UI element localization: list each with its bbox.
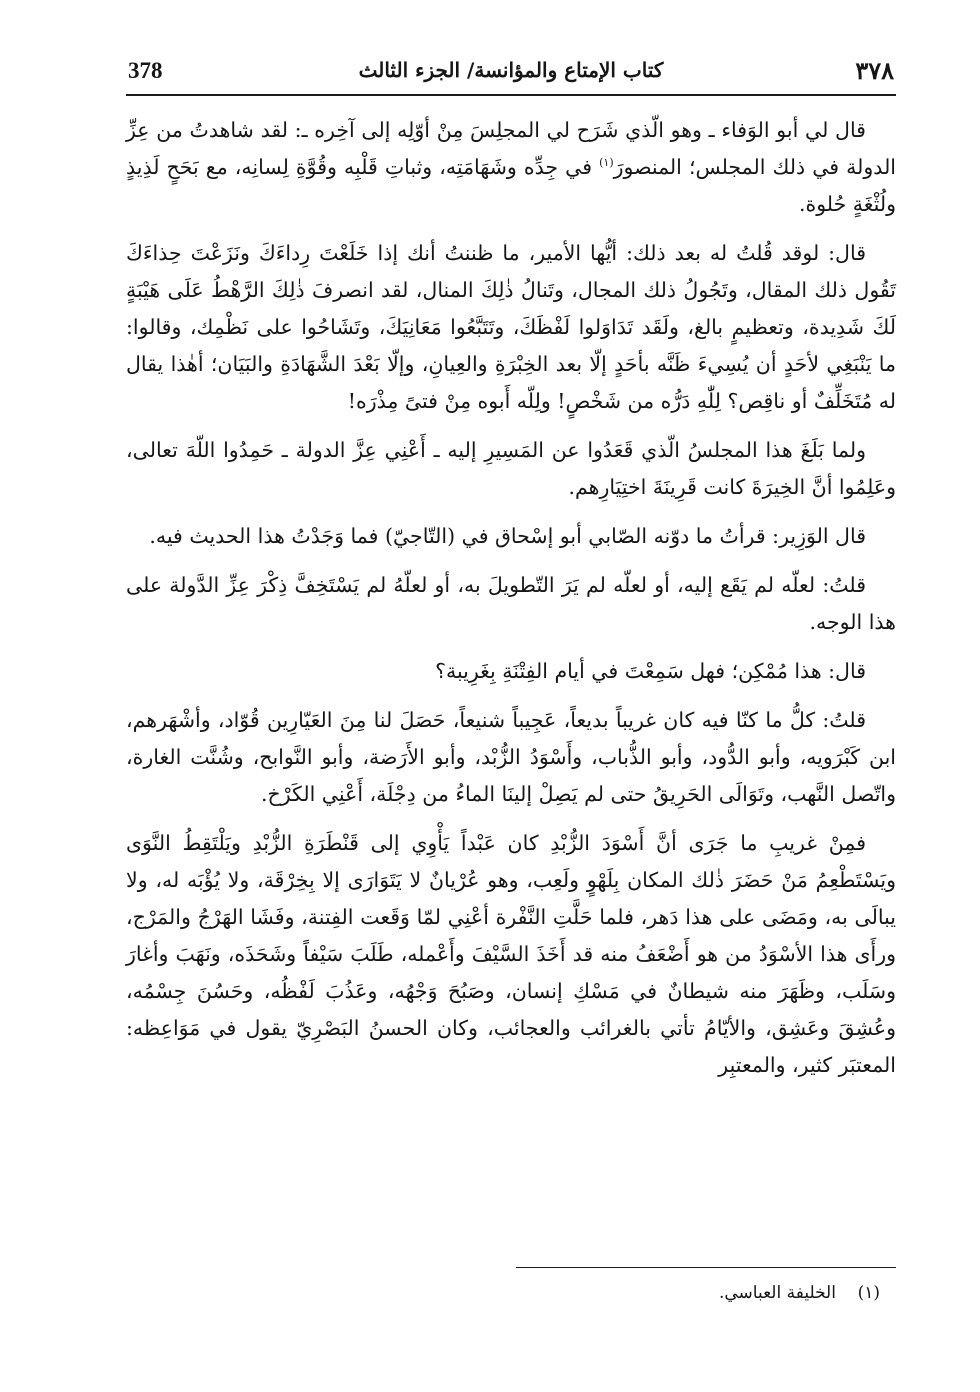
paragraph-8: فمِنْ غريبِ ما جَرَى أنَّ أَسْوَدَ الزُّبْدِ كان عَبْداً يَأْوِي إلى قَنْطَرَةِ الزُّبْدِ ويَلْتَقِطُ النَّوَى ويَسْتَطْعِمُ مَنْ حَضَرَ ذٰلك المكان بِلَهْوٍ ولَعِب، وهو عُرْيانٌ لا يَتَوَارَى إلا بِخِرْقَة، ولا يُؤْبَه له، ولا يبالَى به، ومَضَى على هذا دَهر، فلما حَلَّتِ النَّفْرة أعْنِي لمّا وَقَعت الفِتنة، وفَشَا الهَرْجُ والمَرْج، ورأَى هذا الأسْوَدُ من هو أَضْعَفُ منه قد أَخَذَ السَّيْفَ وأَعْمله، طَلَبَ سَيْفاً وشَحَذَه، ونَهَبَ وأغارَ وسَلَب، وظَهَرَ منه شيطانٌ في مَسْكِ إنسان، وصَبُحَ وَجْهُه، وعَذُبَ لَفْظُه، وحَسُنَ جِسْمُه، وعُشِقَ وعَشِق، والأيّامُ تأتي بالغرائب والعجائب، وكان الحسنُ البَصْرِيّ يقول في مَوَاعِظه: المعتبَر كثير، والمعتبِر [126,831,896,1077]
footnote-marker: (١) [857,1283,880,1303]
paragraph-2: قال: لوقد قُلتُ له بعد ذلك: أيُّها الأمير، ما ظننتُ أنك إذا خَلَعْتَ رِداءَكَ ونَزَعْتَ حِذاءَكَ تَقُول ذلك المقال، وتَجُولُ ذلك المجال، وتَنالُ ذٰلِكَ المنال، لقد انصرفَ ذٰلِكَ الرَّهْطُ عَلَى هَيْبَةٍ لَكَ شَدِيدة، وتعظيمٍ بالغ، ولَقَد تَدَاوَلوا لَفْظَكَ، وتَتَبَّعُوا مَعَانِيَكَ، وتَشَاحُوا على نَظْمِك، وقالوا: ما يَنْبَغِي لأحَدٍ أن يُسِيءَ ظَنَّه بأحَدٍ إلّا بعد الخِبْرَةِ والعِيانِ، وإلّا بَعْدَ الشَّهَادَةِ والبَيَان؛ أهٰذا يقال له مُتَخَلِّفٌ أو ناقِص؟ لِلّٰهِ دَرُّه من شَخْصٍ! ولِلّه أَبوه مِنْ فتىً مِذْرَه! [126,241,896,413]
main-text [126,112,896,1096]
footnote-text: الخليفة العباسي. [718,1283,836,1303]
paragraph-7: قلتُ: كلُّ ما كنّا فيه كان غريباً بديعاً، عَجِيباً شنيعاً، حَصَلَ لنا مِنَ العَيّارِين قُوّاد، وأشْهَرهم، ابن كَبْرَويه، وأبو الدُّود، وأبو الذُّباب، وأَسْوَدُ الزُّبْد، وأبو الأَرَضة، وأبو النَّوابح، وشُنَّت الغارة، واتّصل النَّهب، وتَوَالَى الحَرِيقُ حتى لم يَصِلْ إلينَا الماءُ من دِجْلَة، أَعْنِي الكَرْخ. [126,708,896,806]
page-number-arabic: ٣٧٨ [855,56,894,85]
book-title: كتاب الإمتاع والمؤانسة/ الجزء الثالث [358,58,664,82]
footnote-divider [516,1267,896,1268]
paragraph-4: قال الوَزِير: قرأتُ ما دوّنه الصّابي أبو إسْحاق في (التّاجيّ) فما وَجَدْتُ هذا الحديث فيه. [149,524,866,548]
paragraph-1-text: قال لي أبو الوَفاء ـ وهو الّذي شَرَح لي المجلِسَ مِنْ أوّلِه إلى آخِره ـ: لقد شاهدتُ من عِزِّ الدولة في ذلك المجلس؛ المنصورَ [126,118,897,179]
paragraph-3: ولما بَلَغَ هذا المجلسُ الّذي قَعَدُوا عن المَسِيرِ إليه ـ أَعْنِي عِزَّ الدولة ـ حَمِدُوا اللّهَ تعالى، وعَلِمُوا أنَّ الخِيرَةَ كانت قَرِينَةَ اختِيَارِهم. [126,438,896,499]
running-header [126,54,896,96]
page-number-latin: 378 [128,58,163,83]
paragraph-1 [126,112,896,223]
paragraph-6: قال: هذا مُمْكِن؛ فهل سَمِعْتَ في أيام الفِتْنَةِ بِغَرِيبة؟ [435,659,866,683]
footnote [126,1280,880,1306]
footnote-reference: (١) [599,156,614,170]
paragraph-1-tail: في جِدِّه وشَهَامَتِه، وثباتِ قَلْبِه وقُوَّةِ لِسانِه، مع بَحَحٍ لَذِيذٍ ولُثْغَةٍ حُلوة. [126,155,896,216]
paragraph-5: قلتُ: لعلّه لم يَقَع إليه، أو لعلّه لم يَرَ التّطويلَ به، أو لعلّهُ لم يَسْتَخِفَّ ذِكْرَ عِزِّ الدَّولة على هذا الوجه. [126,573,896,634]
